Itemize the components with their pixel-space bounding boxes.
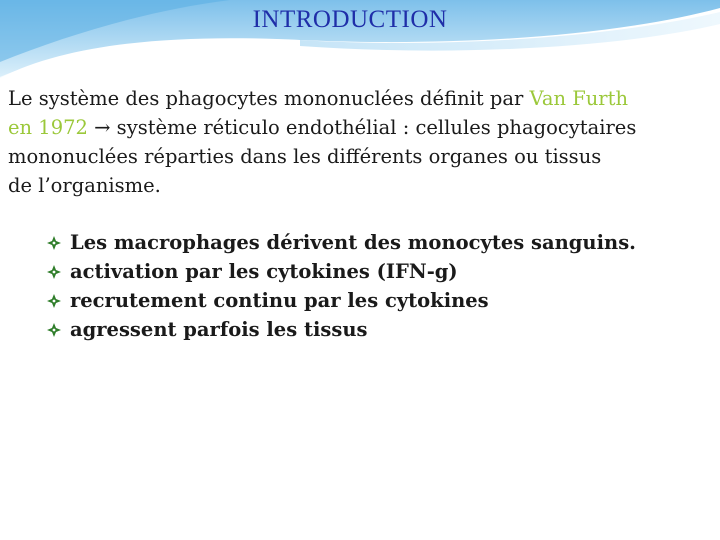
bullet-text: recrutement continu par les cytokines [70, 289, 489, 312]
intro-line-2 [8, 113, 708, 142]
intro-text: système réticulo endothélial : cellules phagocytaires [110, 116, 637, 139]
bullet-text: activation par les cytokines (IFN-g) [70, 260, 458, 283]
four-petal-diamond-icon [47, 265, 61, 279]
bullet-list [47, 228, 636, 344]
slide-title: INTRODUCTION [252, 6, 448, 33]
intro-paragraph [8, 84, 708, 200]
four-petal-diamond-icon [47, 323, 61, 337]
four-petal-diamond-icon [47, 236, 61, 250]
bullet-text: Les macrophages dérivent des monocytes sanguins. [70, 231, 636, 254]
list-item [47, 286, 636, 315]
list-item [47, 257, 636, 286]
intro-line-3: mononuclées réparties dans les différents organes ou tissus [8, 145, 602, 168]
bullet-text: agressent parfois les tissus [70, 318, 368, 341]
four-petal-diamond-icon [47, 294, 61, 308]
intro-line-4: de l’organisme. [8, 174, 161, 197]
list-item [47, 315, 636, 344]
list-item [47, 228, 636, 257]
right-arrow-icon: → [94, 116, 111, 139]
year-highlight: en 1972 [8, 116, 88, 139]
author-highlight: Van Furth [529, 87, 629, 110]
intro-line-1 [8, 84, 708, 113]
intro-text: Le système des phagocytes mononuclées définit par [8, 87, 530, 110]
